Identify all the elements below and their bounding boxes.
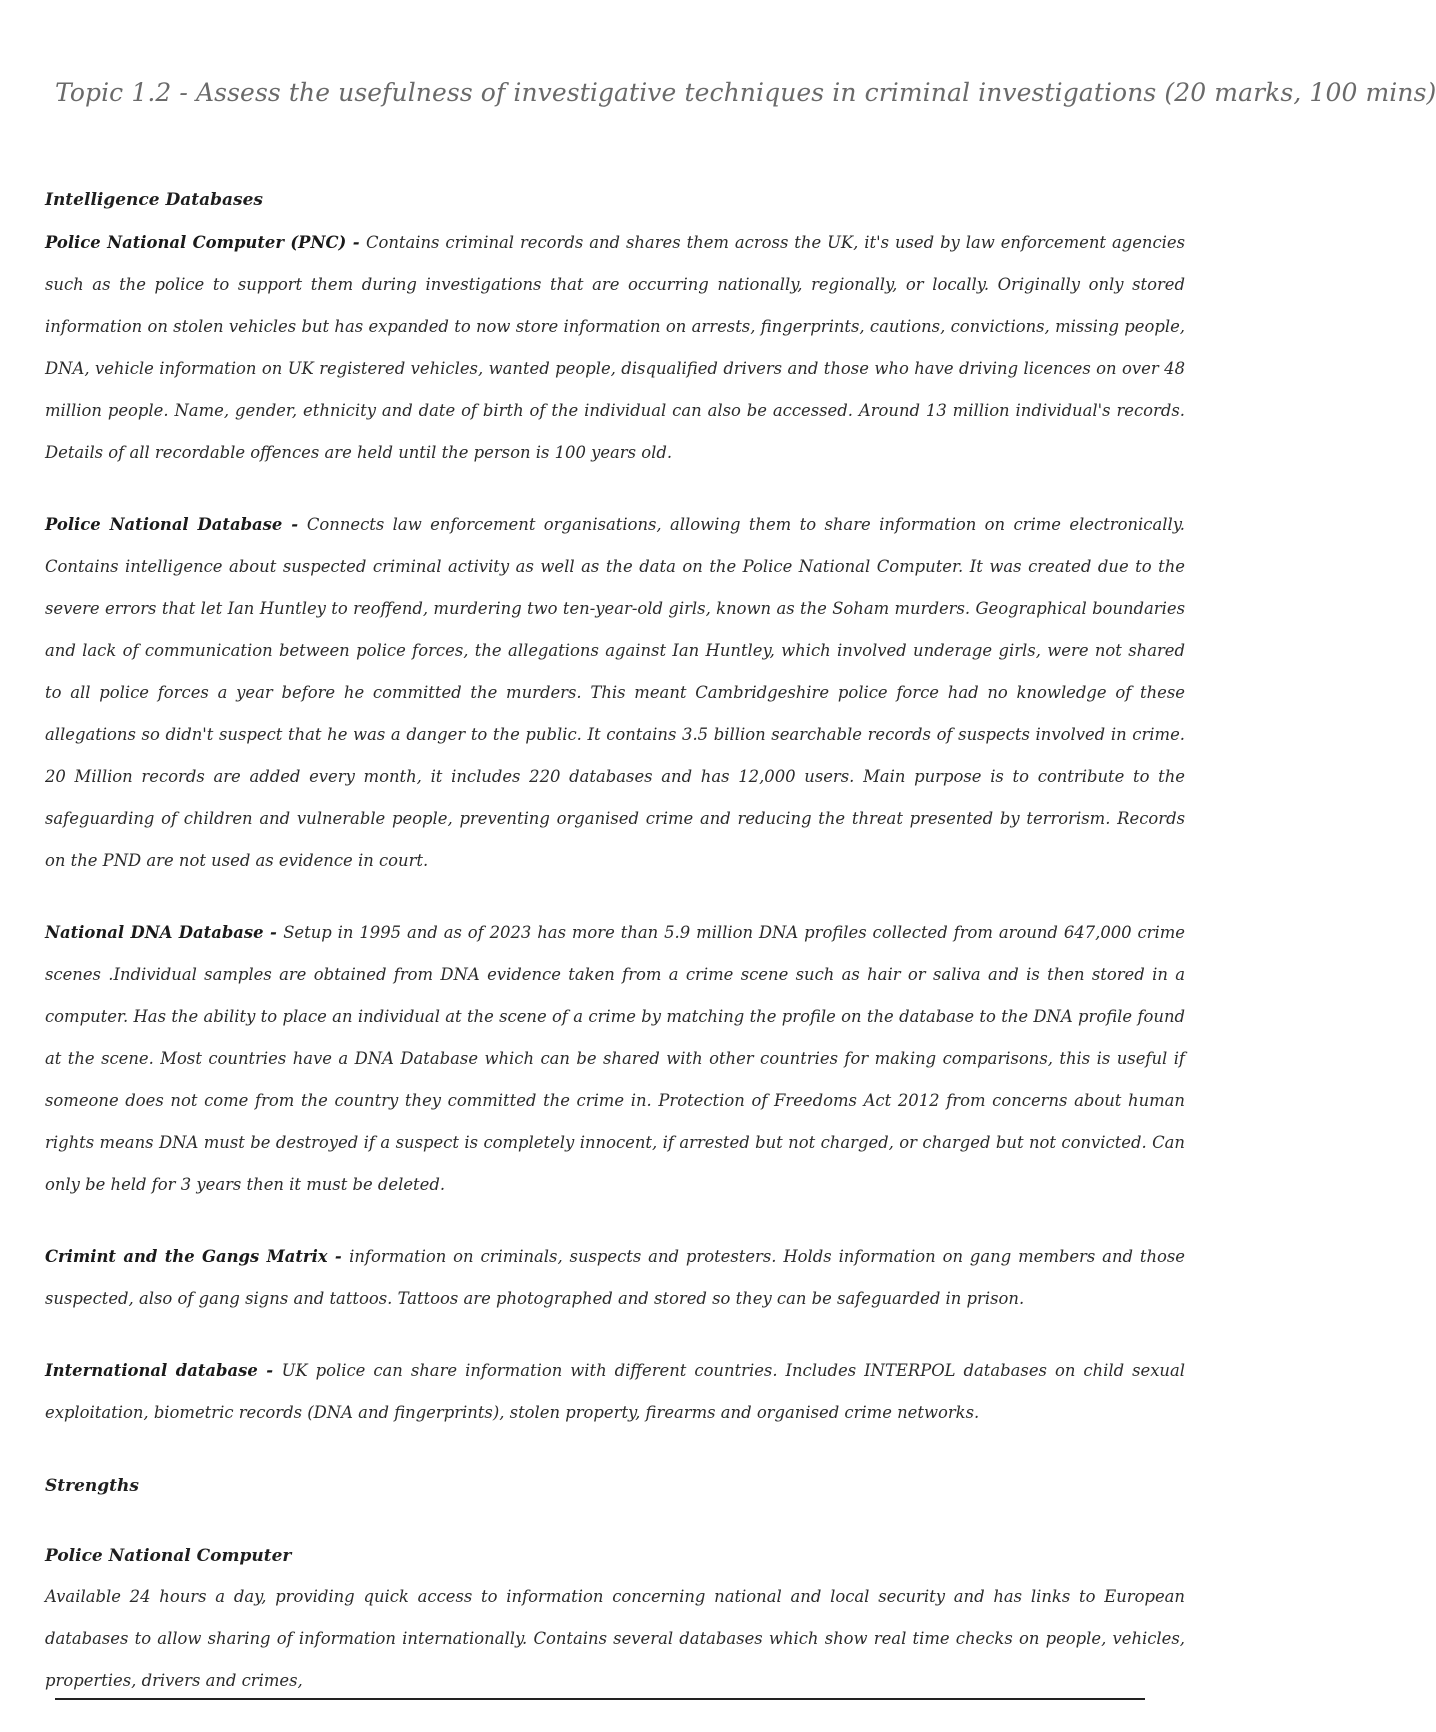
footer-divider (55, 1698, 1145, 1700)
entry-separator: - (282, 515, 307, 534)
entry-text: UK police can share information with different countries. Includes INTERPOL databases on child sexual exploitation, biometric records (DNA and fingerprints), stolen property, firearms and organised crime networks. (45, 1361, 1186, 1422)
entry-ndnad (45, 912, 1185, 1206)
entry-term: International database (45, 1361, 258, 1380)
page-title: Topic 1.2 - Assess the usefulness of investigative techniques in criminal investigations (20 marks, 100 mins) (55, 78, 1436, 107)
entry-term: Police National Computer (PNC) (45, 233, 347, 252)
entry-text: information on criminals, suspects and protesters. Holds information on gang members and those suspected, also of gang signs and tattoos. Tattoos are photographed and stored so they can be safeguarded in prison. (45, 1247, 1185, 1308)
entry-crimint (45, 1236, 1185, 1320)
entry-separator: - (346, 233, 366, 252)
entry-international (45, 1350, 1185, 1434)
entry-separator: - (263, 923, 284, 942)
entry-text: Connects law enforcement organisations, allowing them to share information on crime electronically. Contains intelligence about suspected criminal activity as well as the data on the Police National Computer. It was created due to the severe errors that let Ian Huntley to reoffend, murdering two ten-year-old girls, known as the Soham murders. Geographical boundaries and lack of communication between police forces, the allegations against Ian Huntley, which involved underage girls, were not shared to all police forces a year before he committed the murders. This meant Cambridgeshire police force had no knowledge of these allegations so didn't suspect that he was a danger to the public. It contains 3.5 billion searchable records of suspects involved in crime. 20 Million records are added every month, it includes 220 databases and has 12,000 users. Main purpose is to contribute to the safeguarding of children and vulnerable people, preventing organised crime and reducing the threat presented by terrorism. Records on the PND are not used as evidence in court. (45, 515, 1185, 870)
entry-separator: - (257, 1361, 282, 1380)
strengths-subheading-pnc: Police National Computer (45, 1546, 292, 1566)
document-body (45, 186, 1185, 1732)
strengths-heading: Strengths (45, 1476, 139, 1496)
entry-term: Crimint and the Gangs Matrix (45, 1247, 328, 1266)
entry-term: Police National Database (45, 515, 283, 534)
section-heading-intelligence-databases: Intelligence Databases (45, 190, 263, 210)
entry-pnd (45, 504, 1185, 882)
entry-pnc (45, 222, 1185, 474)
entry-separator: - (327, 1247, 350, 1266)
entry-term: National DNA Database (45, 923, 264, 942)
strengths-text-pnc: Available 24 hours a day, providing quick access to information concerning national and local security and has links to European databases to allow sharing of information internationally. Contains several databases which show real time checks on people, vehicles, properties, drivers and crimes, (45, 1587, 1185, 1690)
entry-text: Contains criminal records and shares them across the UK, it's used by law enforcement agencies such as the police to support them during investigations that are occurring nationally, regionally, or locally. Originally only stored information on stolen vehicles but has expanded to now store information on arrests, fingerprints, cautions, convictions, missing people, DNA, vehicle information on UK registered vehicles, wanted people, disqualified drivers and those who have driving licences on over 48 million people. Name, gender, ethnicity and date of birth of the individual can also be accessed. Around 13 million individual's records. Details of all recordable offences are held until the person is 100 years old. (45, 233, 1186, 462)
entry-text: Setup in 1995 and as of 2023 has more than 5.9 million DNA profiles collected from around 647,000 crime scenes .Individual samples are obtained from DNA evidence taken from a crime scene such as hair or saliva and is then stored in a computer. Has the ability to place an individual at the scene of a crime by matching the profile on the database to the DNA profile found at the scene. Most countries have a DNA Database which can be shared with other countries for making comparisons, this is useful if someone does not come from the country they committed the crime in. Protection of Freedoms Act 2012 from concerns about human rights means DNA must be destroyed if a suspect is completely innocent, if arrested but not charged, or charged but not convicted. Can only be held for 3 years then it must be deleted. (45, 923, 1186, 1194)
